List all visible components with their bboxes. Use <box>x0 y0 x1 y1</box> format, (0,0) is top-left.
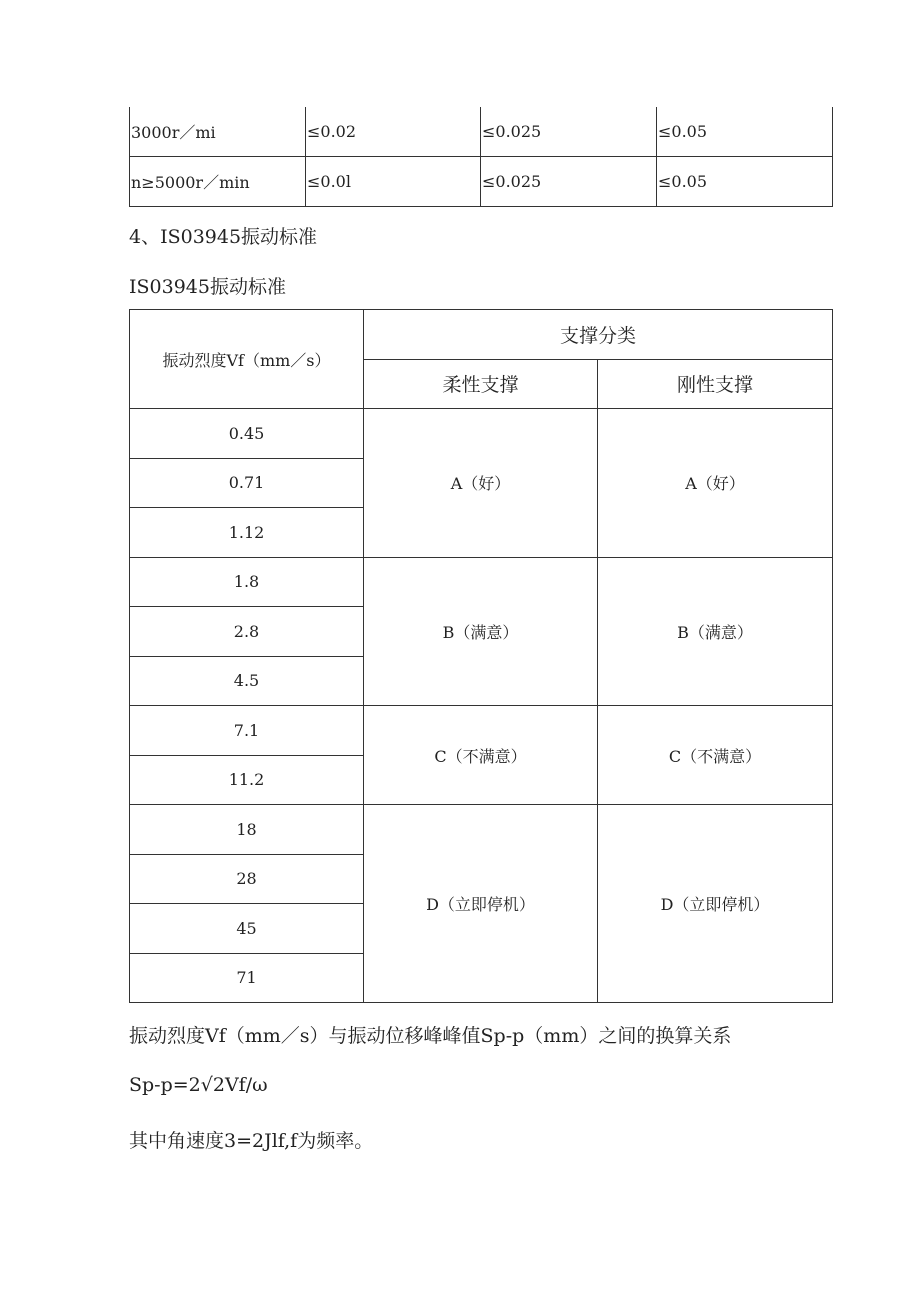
flexible-grade: D（立即停机） <box>364 805 598 1003</box>
section-heading: 4、IS03945振动标准 <box>129 226 318 248</box>
limit-cell: ≤0.025 <box>481 157 657 207</box>
severity-value: 1.12 <box>130 508 364 558</box>
severity-value: 18 <box>130 805 364 855</box>
flexible-grade: C（不满意） <box>364 706 598 805</box>
limit-cell: ≤0.025 <box>481 107 657 157</box>
table-row <box>130 805 833 855</box>
severity-value: 28 <box>130 854 364 904</box>
support-class-header: 支撑分类 <box>364 310 833 360</box>
severity-header: 振动烈度Vf（mm／s） <box>130 310 364 409</box>
rigid-support-header: 刚性支撑 <box>598 359 833 409</box>
angular-velocity-paragraph: 其中角速度3=2Jlf,f为频率。 <box>129 1130 374 1152</box>
severity-value: 4.5 <box>130 656 364 706</box>
conversion-paragraph: 振动烈度Vf（mm／s）与振动位移峰峰值Sp-p（mm）之间的换算关系 <box>129 1025 732 1047</box>
speed-table <box>129 107 833 207</box>
rigid-grade: A（好） <box>598 409 833 558</box>
limit-cell: ≤0.0l <box>306 157 481 207</box>
severity-value: 7.1 <box>130 706 364 756</box>
table-row <box>130 107 833 157</box>
severity-value: 45 <box>130 904 364 954</box>
table-row <box>130 706 833 756</box>
limit-cell: ≤0.05 <box>657 107 833 157</box>
severity-value: 11.2 <box>130 755 364 805</box>
severity-value: 0.71 <box>130 458 364 508</box>
limit-cell: ≤0.02 <box>306 107 481 157</box>
flexible-grade: A（好） <box>364 409 598 558</box>
header-row <box>130 310 833 360</box>
table-caption: IS03945振动标准 <box>129 276 286 298</box>
speed-cell: 3000r／mi <box>130 107 306 157</box>
limit-cell: ≤0.05 <box>657 157 833 207</box>
rigid-grade: C（不满意） <box>598 706 833 805</box>
flexible-support-header: 柔性支撑 <box>364 359 598 409</box>
flexible-grade: B（满意） <box>364 557 598 706</box>
severity-value: 71 <box>130 953 364 1003</box>
severity-value: 1.8 <box>130 557 364 607</box>
formula-paragraph: Sp-p=2√2Vf/ω <box>129 1074 268 1096</box>
rigid-grade: D（立即停机） <box>598 805 833 1003</box>
vibration-standard-table <box>129 309 833 1003</box>
speed-cell: n≥5000r／min <box>130 157 306 207</box>
table-row <box>130 557 833 607</box>
table-row <box>130 157 833 207</box>
severity-value: 2.8 <box>130 607 364 657</box>
severity-value: 0.45 <box>130 409 364 459</box>
rigid-grade: B（满意） <box>598 557 833 706</box>
table-row <box>130 409 833 459</box>
